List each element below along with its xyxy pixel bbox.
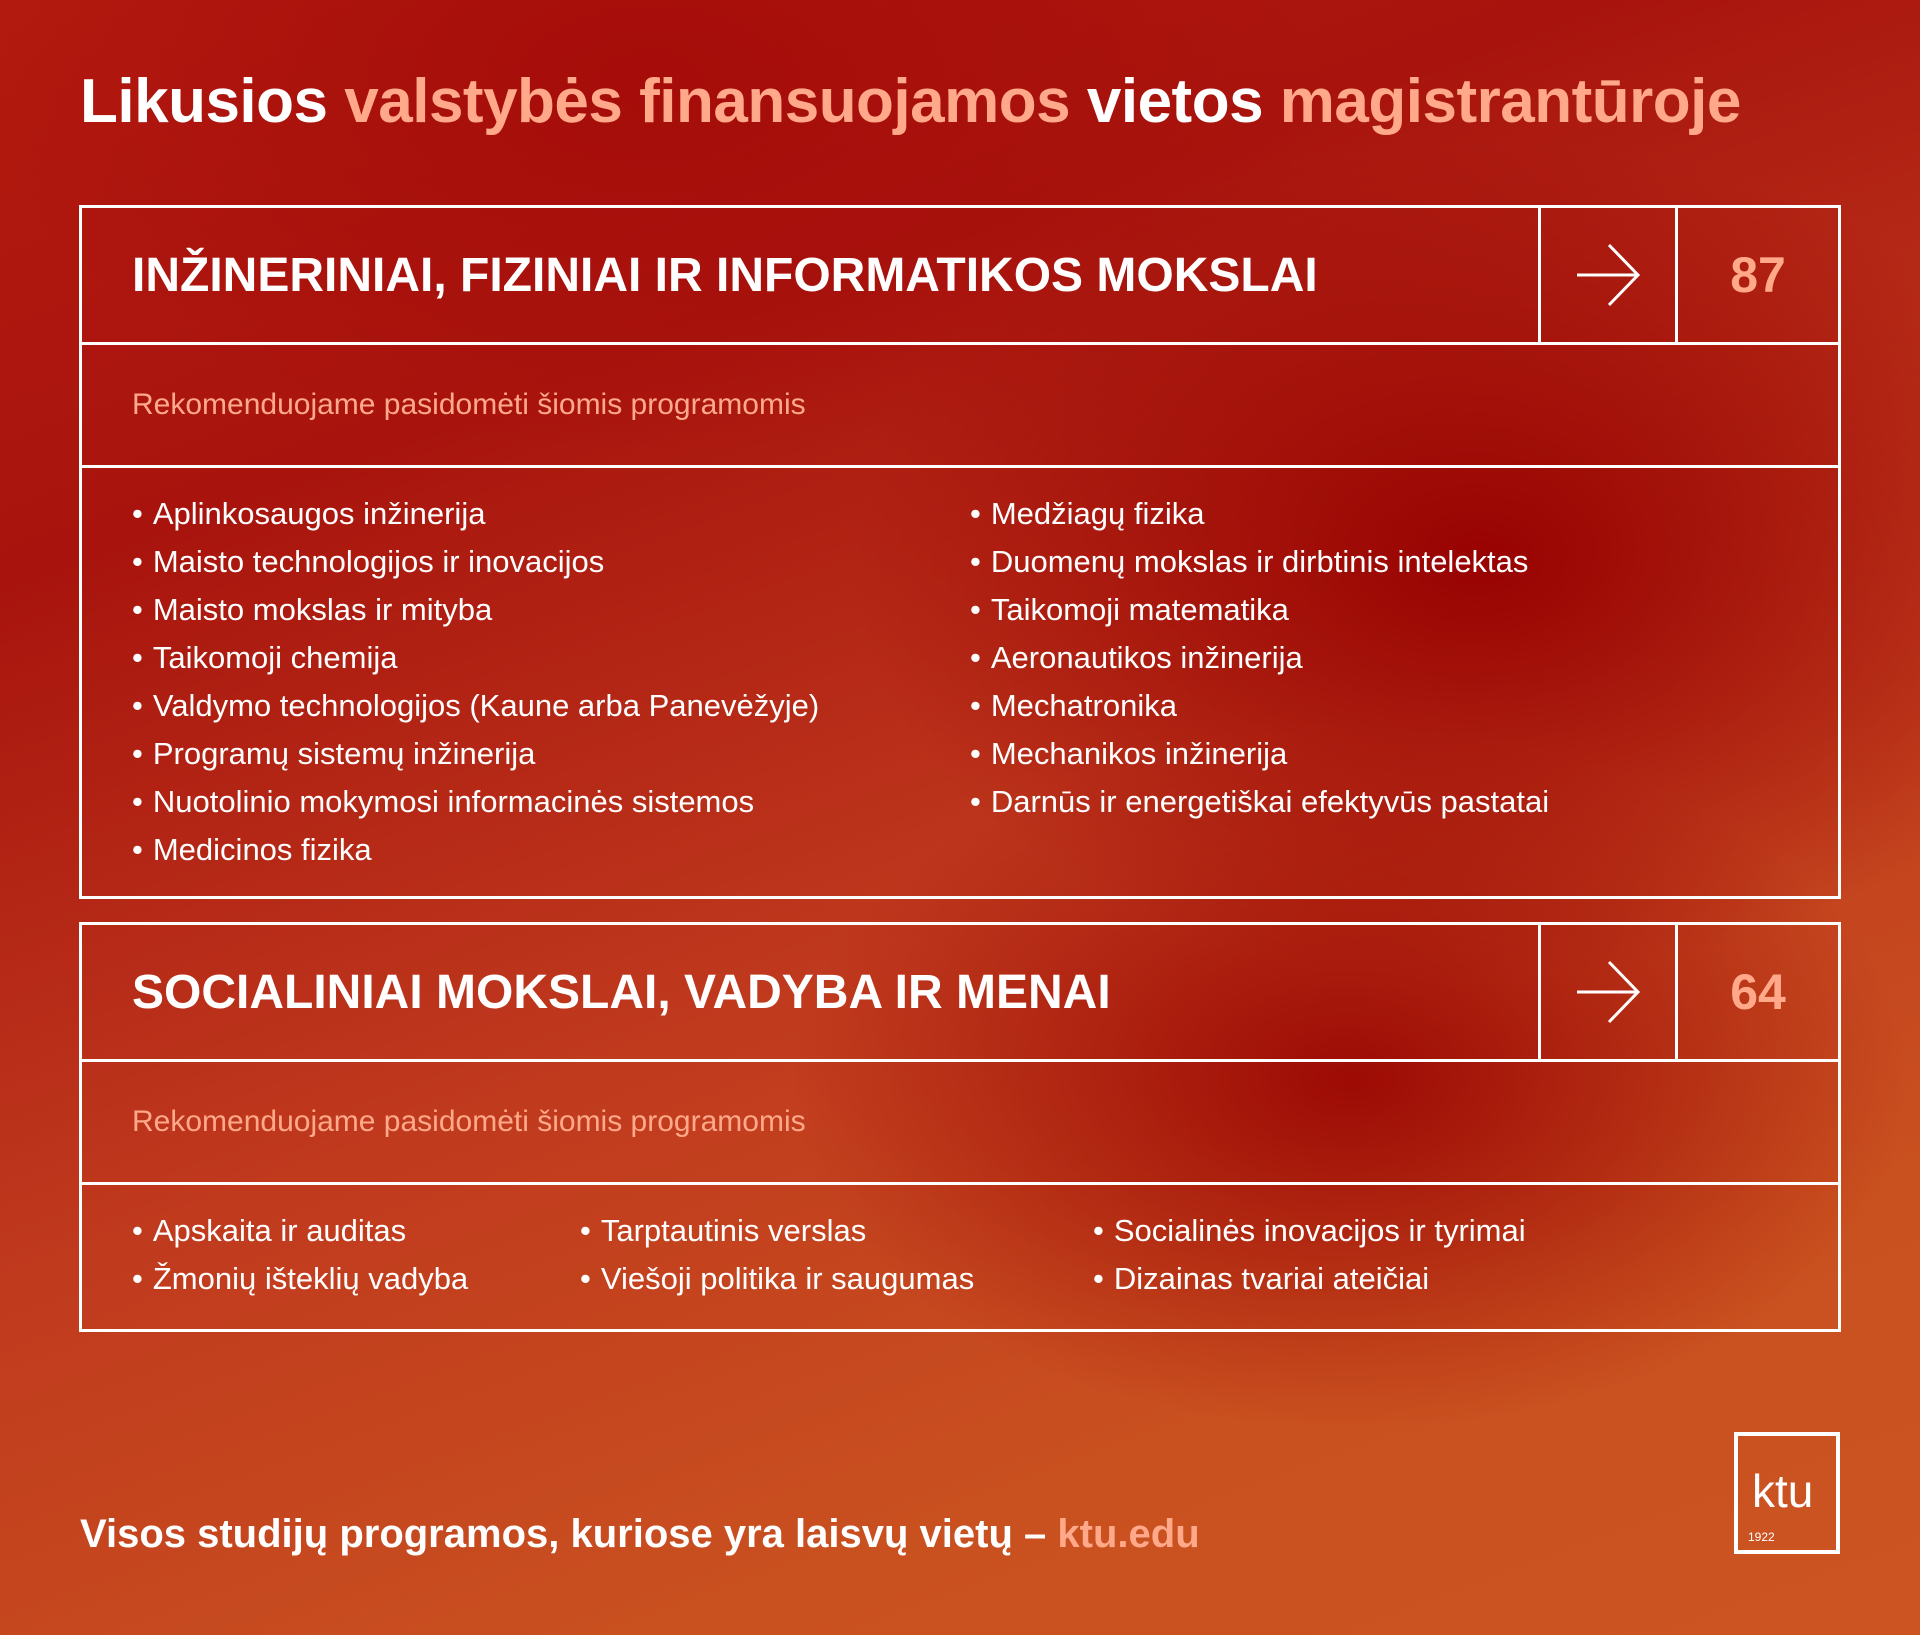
- section-engineering: [79, 205, 1841, 899]
- arrow-right-icon-svg: [1575, 242, 1641, 308]
- arrow-right-icon-svg: [1575, 959, 1641, 1025]
- program-item[interactable]: • Mechanikos inžinerija: [970, 730, 1549, 778]
- program-item[interactable]: • Viešoji politika ir saugumas: [580, 1255, 1093, 1303]
- logo-year: 1922: [1748, 1530, 1775, 1544]
- title-part-2-highlight: valstybės finansuojamos: [344, 67, 1071, 136]
- program-column-2: [580, 1207, 1093, 1303]
- program-column-3: [1093, 1207, 1526, 1303]
- section-count: 87: [1675, 208, 1838, 342]
- program-item[interactable]: • Nuotolinio mokymosi informacinės sistemos: [132, 778, 970, 826]
- recommend-label: Rekomenduojame pasidomėti šiomis programomis: [82, 345, 1838, 468]
- program-item[interactable]: • Taikomoji matematika: [970, 586, 1549, 634]
- program-item[interactable]: • Medžiagų fizika: [970, 490, 1549, 538]
- section-title: SOCIALINIAI MOKSLAI, VADYBA IR MENAI: [132, 965, 1111, 1019]
- program-item[interactable]: • Programų sistemų inžinerija: [132, 730, 970, 778]
- section-count: 64: [1675, 925, 1838, 1059]
- program-item[interactable]: • Mechatronika: [970, 682, 1549, 730]
- ktu-logo[interactable]: [1734, 1432, 1840, 1554]
- program-item[interactable]: • Dizainas tvariai ateičiai: [1093, 1255, 1526, 1303]
- title-part-1: Likusios: [80, 67, 328, 136]
- program-column-1: [132, 490, 970, 874]
- program-item[interactable]: • Duomenų mokslas ir dirbtinis intelektas: [970, 538, 1549, 586]
- section-social: [79, 922, 1841, 1332]
- program-item[interactable]: • Apskaita ir auditas: [132, 1207, 580, 1255]
- footer-label: Visos studijų programos, kuriose yra laisvų vietų –: [80, 1512, 1047, 1556]
- program-item[interactable]: • Maisto mokslas ir mityba: [132, 586, 970, 634]
- program-item[interactable]: • Aplinkosaugos inžinerija: [132, 490, 970, 538]
- program-column-1: [132, 1207, 580, 1303]
- program-item[interactable]: • Žmonių išteklių vadyba: [132, 1255, 580, 1303]
- footer-text: [80, 1512, 1200, 1557]
- program-item[interactable]: • Tarptautinis verslas: [580, 1207, 1093, 1255]
- program-item[interactable]: • Socialinės inovacijos ir tyrimai: [1093, 1207, 1526, 1255]
- page-title: [80, 66, 1741, 137]
- program-item[interactable]: • Maisto technologijos ir inovacijos: [132, 538, 970, 586]
- footer-link[interactable]: ktu.edu: [1057, 1512, 1200, 1556]
- program-item[interactable]: • Medicinos fizika: [132, 826, 970, 874]
- title-part-4-highlight: magistrantūroje: [1279, 67, 1741, 136]
- logo-word: ktu: [1752, 1465, 1814, 1517]
- program-column-2: [970, 490, 1549, 874]
- section-title: INŽINERINIAI, FIZINIAI IR INFORMATIKOS MOKSLAI: [132, 248, 1318, 302]
- title-part-3: vietos: [1086, 67, 1264, 136]
- program-item[interactable]: • Valdymo technologijos (Kaune arba Panevėžyje): [132, 682, 970, 730]
- program-list: [82, 1185, 1838, 1329]
- section-header: [82, 925, 1838, 1062]
- program-item[interactable]: • Aeronautikos inžinerija: [970, 634, 1549, 682]
- program-item[interactable]: • Taikomoji chemija: [132, 634, 970, 682]
- program-item[interactable]: • Darnūs ir energetiškai efektyvūs pastatai: [970, 778, 1549, 826]
- arrow-right-icon[interactable]: [1538, 208, 1675, 342]
- recommend-label: Rekomenduojame pasidomėti šiomis programomis: [82, 1062, 1838, 1185]
- arrow-right-icon[interactable]: [1538, 925, 1675, 1059]
- program-list: [82, 468, 1838, 896]
- section-header: [82, 208, 1838, 345]
